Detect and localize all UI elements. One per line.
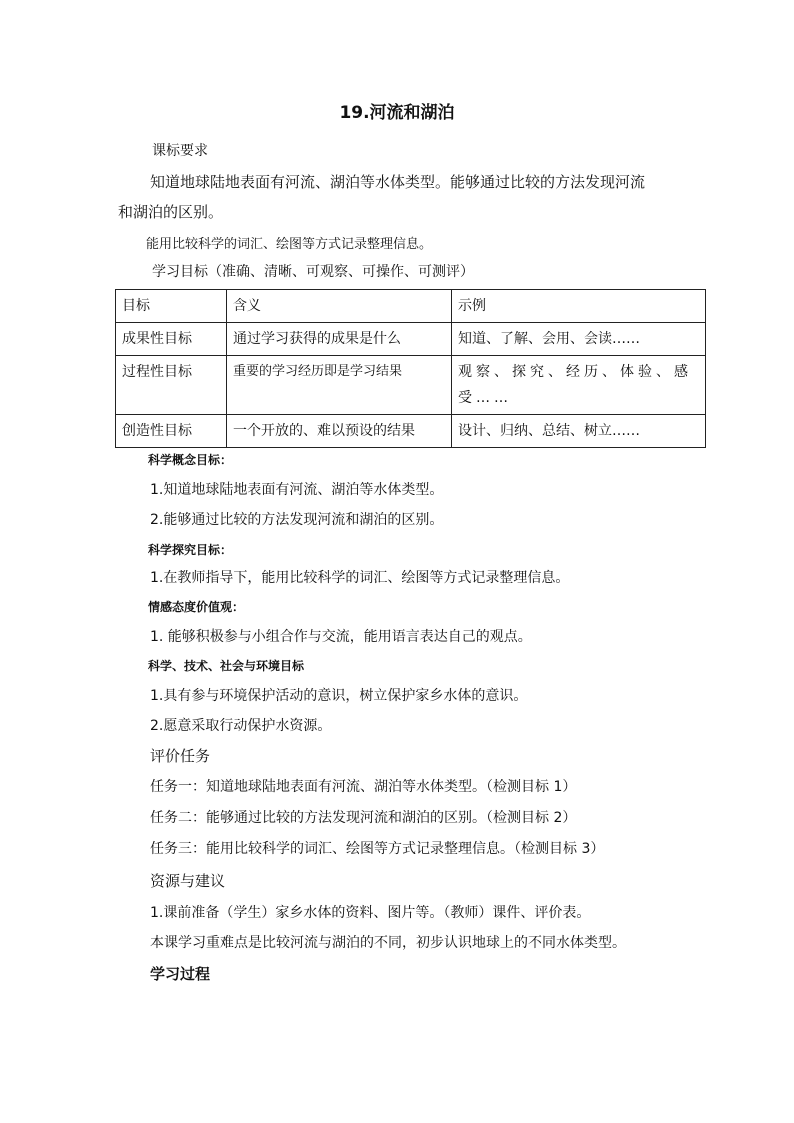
table-row [116, 323, 706, 356]
table-header-cell: 含义 [227, 290, 452, 323]
table-cell: 观察、探究、经历、体验、感受…… [452, 356, 706, 415]
inquiry-heading: 科学探究目标： [148, 543, 233, 557]
task-item-1: 任务一：知道地球陆地表面有河流、湖泊等水体类型。（检测目标 1） [150, 779, 577, 795]
task-item-3: 任务三：能用比较科学的词汇、绘图等方式记录整理信息。（检测目标 3） [150, 841, 605, 857]
concept-item-2: 2.能够通过比较的方法发现河流和湖泊的区别。 [150, 512, 444, 528]
sts-item-1: 1.具有参与环境保护活动的意识，树立保护家乡水体的意识。 [150, 688, 528, 704]
objectives-heading: 学习目标（准确、清晰、可观察、可操作、可测评） [152, 264, 474, 280]
table-header-cell: 示例 [452, 290, 706, 323]
sts-heading: 科学、技术、社会与环境目标 [148, 659, 305, 673]
objectives-table [115, 289, 706, 448]
concept-heading: 科学概念目标： [148, 453, 233, 467]
sts-item-2: 2.愿意采取行动保护水资源。 [150, 718, 332, 734]
attitude-heading: 情感态度价值观： [148, 600, 245, 614]
inquiry-item-1: 1.在教师指导下，能用比较科学的词汇、绘图等方式记录整理信息。 [150, 570, 570, 586]
table-cell: 一个开放的、难以预设的结果 [227, 415, 452, 448]
table-row [116, 415, 706, 448]
table-cell: 创造性目标 [116, 415, 227, 448]
table-cell: 知道、了解、会用、会读…… [452, 323, 706, 356]
resources-heading: 资源与建议 [150, 872, 226, 890]
curriculum-line-2: 和湖泊的区别。 [118, 203, 224, 221]
page-title: 19.河流和湖泊 [339, 103, 455, 123]
table-cell: 成果性目标 [116, 323, 227, 356]
curriculum-heading: 课标要求 [152, 143, 208, 159]
table-row [116, 356, 706, 415]
evaluation-heading: 评价任务 [150, 747, 211, 765]
table-cell: 过程性目标 [116, 356, 227, 415]
curriculum-line-3: 能用比较科学的词汇、绘图等方式记录整理信息。 [146, 237, 433, 252]
task-item-2: 任务二：能够通过比较的方法发现河流和湖泊的区别。（检测目标 2） [150, 810, 577, 826]
curriculum-line-1: 知道地球陆地表面有河流、湖泊等水体类型。能够通过比较的方法发现河流 [150, 173, 646, 191]
concept-item-1: 1.知道地球陆地表面有河流、湖泊等水体类型。 [150, 482, 444, 498]
resource-item-1: 1.课前准备（学生）家乡水体的资料、图片等。（教师）课件、评价表。 [150, 905, 591, 921]
process-heading: 学习过程 [150, 965, 211, 983]
table-cell: 设计、归纳、总结、树立…… [452, 415, 706, 448]
table-header-row [116, 290, 706, 323]
table-cell: 通过学习获得的成果是什么 [227, 323, 452, 356]
resource-item-2: 本课学习重难点是比较河流与湖泊的不同，初步认识地球上的不同水体类型。 [150, 935, 626, 951]
table-cell: 重要的学习经历即是学习结果 [227, 356, 452, 415]
attitude-item-1: 1. 能够积极参与小组合作与交流，能用语言表达自己的观点。 [150, 629, 532, 645]
table-header-cell: 目标 [116, 290, 227, 323]
